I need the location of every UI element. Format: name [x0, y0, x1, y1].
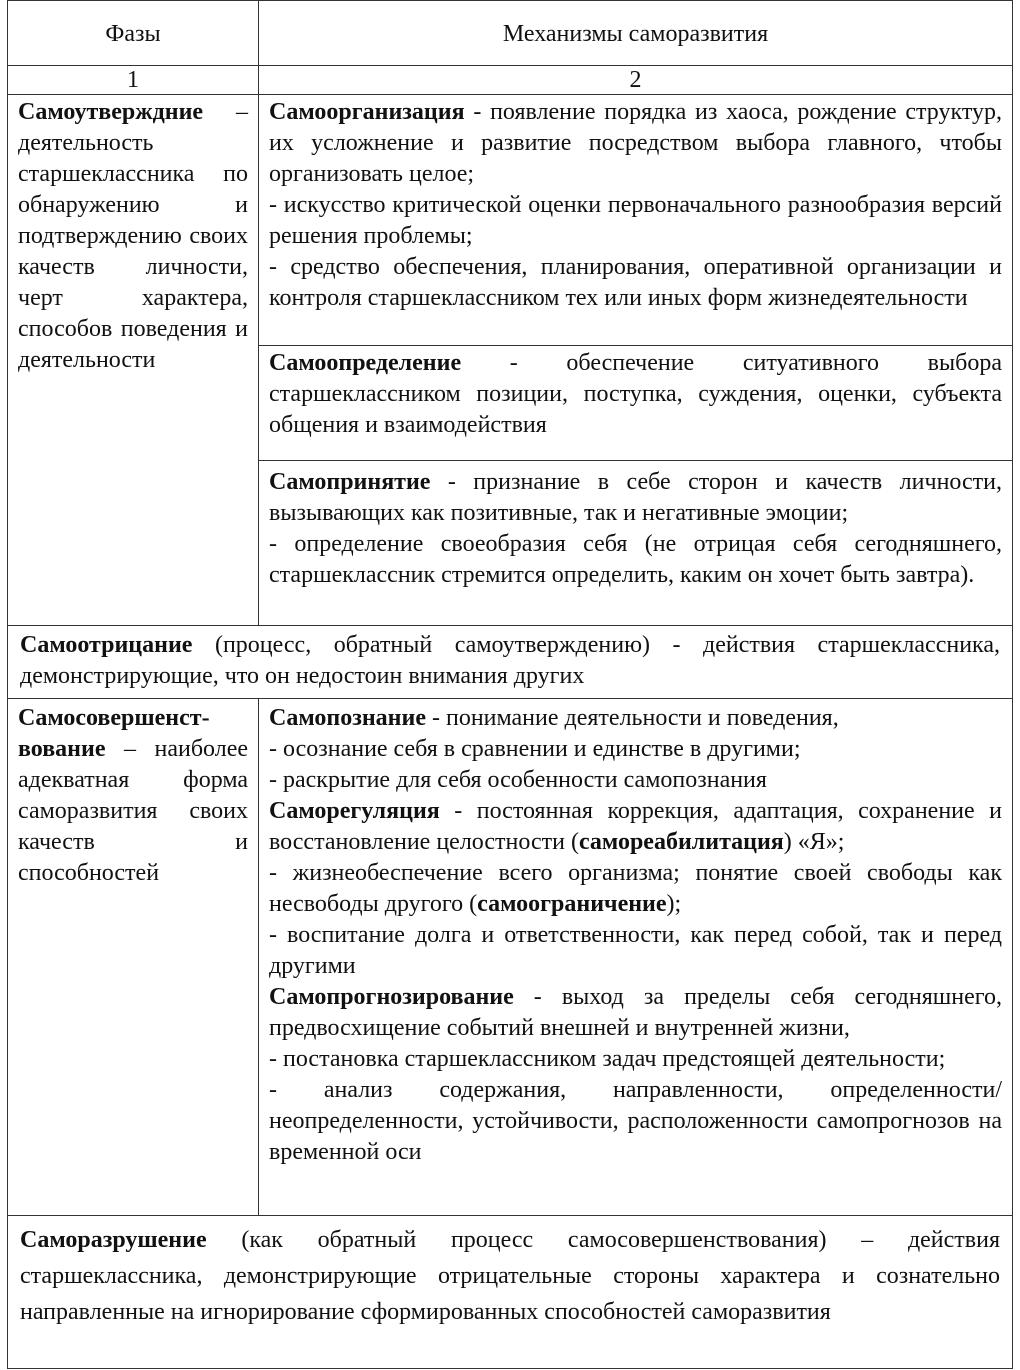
- negation-cell-self-destruction: [8, 1216, 1013, 1369]
- mechanism-title: Самопознание: [269, 705, 426, 731]
- header-mechanisms: Механизмы саморазвития: [259, 1, 1013, 66]
- mechanism-description: - понимание деятельности и поведения,: [425, 705, 839, 731]
- phase-title: Самосовершенст- вование: [18, 705, 210, 762]
- mechanism-description: - обеспечение ситуативного выбора старшеклассником позиции, поступка, суждения, оценки, субъекта общения и взаимодействия: [269, 350, 1002, 438]
- mechanism-title: Самоопределение: [269, 350, 462, 376]
- table-row: [8, 1216, 1013, 1369]
- mechanism-description: - постоянная коррекция, адаптация, сохранение и восстановление целостности (: [269, 798, 1002, 855]
- phase-title: Самоутверждние: [18, 99, 204, 125]
- table-row: [8, 699, 1013, 1216]
- self-development-table: [7, 0, 1013, 1369]
- mechanism-item: - осознание себя в сравнении и единстве в другими;: [269, 736, 801, 762]
- document-page: [7, 0, 1012, 1369]
- mechanism-cell-group-2: [259, 699, 1013, 1216]
- mechanism-description: - выход за пределы себя сегодняшнего, предвосхищение событий внешней и внутренней жизни,: [269, 984, 1002, 1041]
- mechanism-item: - средство обеспечения, планирования, оперативной организации и контроля старшеклассником тех или иных форм жизнедеятельности: [269, 254, 1002, 311]
- mechanism-item: - анализ содержания, направленности, определенности/ неопределенности, устойчивости, расположенности самопрогнозов на временной оси: [269, 1077, 1002, 1165]
- negation-description: (как обратный процесс самосовершенствования) – действия старшеклассника, демонстрирующие отрицательные стороны характера и сознательно направленные на игнорирование сформированных способностей саморазвития: [20, 1227, 1000, 1325]
- negation-title: Саморазрушение: [20, 1227, 207, 1253]
- phase-description: – наиболее адекватная форма саморазвития своих качеств и способностей: [18, 736, 248, 886]
- mechanism-term: самореабилитация: [578, 829, 784, 855]
- mechanism-description: - появление порядка из хаоса, рождение структур, их усложнение и развитие посредством выбора главного, чтобы организовать целое;: [269, 99, 1002, 187]
- mechanism-item: - постановка старшеклассником задач предстоящей деятельности;: [269, 1046, 946, 1072]
- mechanism-cell-self-determination: [259, 346, 1013, 461]
- header-phases: Фазы: [8, 1, 259, 66]
- mechanism-cell-self-organization: [259, 95, 1013, 346]
- column-number-row: [8, 66, 1013, 95]
- negation-title: Самоотрицание: [20, 632, 193, 658]
- mechanism-cell-self-acceptance: [259, 461, 1013, 626]
- column-number-1: 1: [8, 66, 259, 95]
- mechanism-item: - определение своеобразия себя (не отрицая себя сегодняшнего, старшеклассник стремится определить, каким он хочет быть завтра).: [269, 531, 1002, 588]
- negation-description: (процесс, обратный самоутверждению) - действия старшеклассника, демонстрирующие, что он недостоин внимания других: [20, 632, 1000, 689]
- table-row: [8, 95, 1013, 346]
- phase-cell-self-improvement: [8, 699, 259, 1216]
- mechanism-title: Самопрогнозирование: [269, 984, 514, 1010]
- mechanism-title: Самоорганизация: [269, 99, 465, 125]
- header-row: [8, 1, 1013, 66]
- mechanism-term: самоограничение: [477, 891, 667, 917]
- mechanism-item: - искусство критической оценки первоначального разнообразия версий решения проблемы;: [269, 192, 1002, 249]
- mechanism-item: - раскрытие для себя особенности самопознания: [269, 767, 767, 793]
- mechanism-description-tail: ) «Я»;: [783, 829, 845, 855]
- column-number-2: 2: [259, 66, 1013, 95]
- phase-description: – деятельность старшеклассника по обнаружению и подтверждению своих качеств личности, черт характера, способов поведения и деятельности: [18, 99, 248, 373]
- mechanism-item: - воспитание долга и ответственности, как перед собой, так и перед другими: [269, 922, 1002, 979]
- table-row: [8, 626, 1013, 699]
- phase-cell-self-affirmation: [8, 95, 259, 626]
- mechanism-title: Самопринятие: [269, 469, 431, 495]
- mechanism-item-tail: );: [666, 891, 682, 917]
- mechanism-item: - жизнеобеспечение всего организма; понятие своей свободы как несвободы другого (: [269, 860, 1002, 917]
- mechanism-description: - признание в себе сторон и качеств личности, вызывающих как позитивные, так и негативные эмоции;: [269, 469, 1002, 526]
- mechanism-title: Саморегуляция: [269, 798, 440, 824]
- negation-cell-self-denial: [8, 626, 1013, 699]
